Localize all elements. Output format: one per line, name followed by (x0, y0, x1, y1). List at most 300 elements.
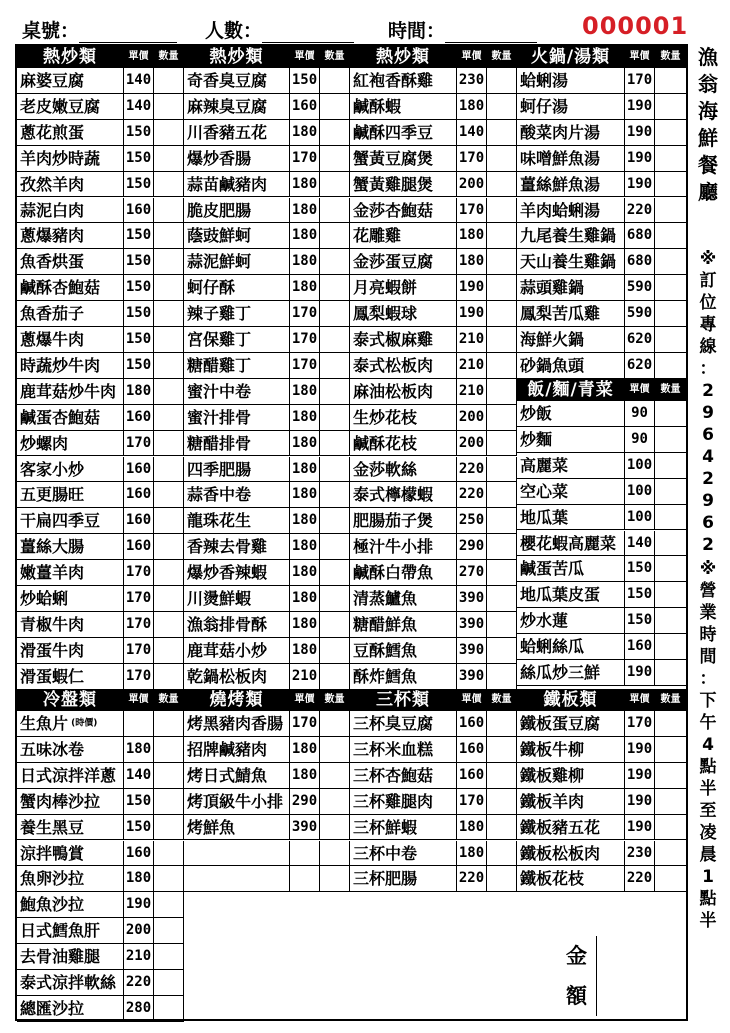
quantity-input[interactable] (320, 249, 350, 275)
menu-item-name: 五味冰卷 (17, 737, 124, 763)
menu-item-name: 奇香臭豆腐 (184, 68, 290, 94)
menu-item-price: 180 (290, 405, 320, 431)
quantity-input[interactable] (655, 737, 686, 763)
menu-item-name: 鹹蛋杏鮑菇 (17, 405, 124, 431)
quantity-input[interactable] (655, 301, 686, 327)
quantity-input[interactable] (487, 405, 517, 431)
menu-item-price: 160 (457, 737, 487, 763)
quantity-input[interactable] (154, 223, 184, 249)
menu-item-price: 170 (124, 664, 154, 690)
quantity-input[interactable] (487, 198, 517, 224)
time-label: 時間： (388, 20, 446, 42)
quantity-input[interactable] (487, 482, 517, 508)
quantity-input[interactable] (487, 612, 517, 638)
quantity-input[interactable] (487, 327, 517, 353)
menu-item-name: 薑絲鮮魚湯 (517, 172, 625, 198)
quantity-input[interactable] (655, 479, 686, 505)
menu-item-price: 180 (290, 120, 320, 146)
menu-item-price: 190 (457, 301, 487, 327)
menu-item-price: 190 (625, 789, 655, 815)
menu-item-name: 絲瓜炒三鮮 (517, 660, 625, 686)
quantity-input[interactable] (487, 275, 517, 301)
quantity-input[interactable] (655, 427, 686, 453)
quantity-input[interactable] (655, 401, 686, 427)
menu-item-price: 680 (625, 249, 655, 275)
quantity-input[interactable] (655, 353, 686, 379)
menu-item-name: 金莎蛋豆腐 (350, 249, 457, 275)
menu-item-name: 蟹黃雞腿煲 (350, 172, 457, 198)
menu-item-name: 蟹肉棒沙拉 (17, 789, 124, 815)
quantity-input[interactable] (487, 586, 517, 612)
menu-item-name: 蜜汁中卷 (184, 379, 290, 405)
menu-item-name: 蜜汁排骨 (184, 405, 290, 431)
menu-item-price: 150 (625, 582, 655, 608)
menu-item-price: 200 (457, 431, 487, 457)
menu-item-price: 180 (457, 841, 487, 867)
quantity-input[interactable] (154, 815, 184, 841)
menu-item-name: 三杯臭豆腐 (350, 711, 457, 737)
section-title: 熱炒類 (184, 46, 290, 68)
menu-item-name: 川燙鮮蝦 (184, 586, 290, 612)
quantity-input[interactable] (154, 996, 184, 1022)
menu-item-name: 炒水蓮 (517, 608, 625, 634)
quantity-input[interactable] (655, 556, 686, 582)
menu-item-price: 270 (457, 560, 487, 586)
quantity-input[interactable] (320, 638, 350, 664)
menu-item-price: 170 (290, 146, 320, 172)
price-header: 單價 (457, 689, 487, 711)
menu-item-price: 180 (124, 866, 154, 892)
menu-item-price: 180 (290, 534, 320, 560)
menu-item-name: 老皮嫩豆腐 (17, 94, 124, 120)
menu-item-price: 180 (124, 737, 154, 763)
quantity-input[interactable] (154, 68, 184, 94)
quantity-input[interactable] (320, 172, 350, 198)
menu-item-price: 160 (124, 508, 154, 534)
menu-item-name: 生魚片 (時價) (17, 711, 124, 737)
quantity-input[interactable] (320, 405, 350, 431)
time-field[interactable] (388, 16, 537, 43)
restaurant-name: 漁 翁 海 鮮 餐 廳 (698, 45, 718, 204)
quantity-input[interactable] (487, 379, 517, 405)
menu-item-price: 160 (124, 841, 154, 867)
quantity-input[interactable] (154, 711, 184, 737)
menu-item-name: 烤日式鯖魚 (184, 763, 290, 789)
menu-item-name: 招牌鹹豬肉 (184, 737, 290, 763)
table-number-field[interactable] (22, 16, 177, 43)
quantity-input[interactable] (154, 866, 184, 892)
quantity-input[interactable] (320, 737, 350, 763)
quantity-input[interactable] (487, 353, 517, 379)
quantity-input[interactable] (655, 660, 686, 686)
menu-item-name: 鮑魚沙拉 (17, 892, 124, 918)
menu-item-price: 190 (625, 737, 655, 763)
menu-item-price: 170 (124, 586, 154, 612)
menu-item-price: 220 (124, 970, 154, 996)
section-title: 熱炒類 (350, 46, 457, 68)
quantity-input[interactable] (154, 508, 184, 534)
menu-item-price: 220 (457, 457, 487, 483)
quantity-input[interactable] (655, 198, 686, 224)
menu-item-name: 鹹酥杏鮑菇 (17, 275, 124, 301)
quantity-input[interactable] (487, 457, 517, 483)
menu-item-price: 170 (124, 560, 154, 586)
menu-item-name: 蟹黃豆腐煲 (350, 146, 457, 172)
quantity-input[interactable] (154, 198, 184, 224)
quantity-input[interactable] (154, 944, 184, 970)
menu-item-name: 肥腸茄子煲 (350, 508, 457, 534)
quantity-input[interactable] (487, 664, 517, 690)
quantity-input[interactable] (487, 711, 517, 737)
quantity-header: 數量 (154, 46, 184, 68)
menu-item-price: 170 (457, 146, 487, 172)
quantity-input[interactable] (154, 405, 184, 431)
menu-item-price: 280 (124, 996, 154, 1022)
menu-item-name: 魚卵沙拉 (17, 866, 124, 892)
price-header: 單價 (290, 46, 320, 68)
menu-item-price: 90 (625, 401, 655, 427)
menu-item-name: 豆酥鱈魚 (350, 638, 457, 664)
menu-item-name: 鐵板蛋豆腐 (517, 711, 625, 737)
quantity-input[interactable] (487, 866, 517, 892)
quantity-input[interactable] (154, 172, 184, 198)
menu-item-price: 200 (457, 405, 487, 431)
menu-item-name: 清蒸鱸魚 (350, 586, 457, 612)
quantity-input[interactable] (320, 482, 350, 508)
quantity-input[interactable] (655, 275, 686, 301)
menu-item-price: 140 (124, 763, 154, 789)
quantity-input[interactable] (154, 737, 184, 763)
quantity-input[interactable] (655, 531, 686, 557)
section-title: 飯/麵/青菜 (517, 379, 625, 401)
price-header: 單價 (625, 379, 655, 401)
quantity-input[interactable] (655, 68, 686, 94)
menu-item-price: 190 (625, 120, 655, 146)
quantity-input[interactable] (655, 249, 686, 275)
people-count-label: 人數： (205, 20, 263, 42)
quantity-input[interactable] (320, 146, 350, 172)
quantity-input[interactable] (154, 301, 184, 327)
menu-item-price: 150 (124, 815, 154, 841)
quantity-input[interactable] (320, 94, 350, 120)
quantity-header: 數量 (655, 379, 686, 401)
menu-item-price: 180 (124, 379, 154, 405)
people-count-line[interactable] (262, 22, 354, 43)
menu-item-price: 180 (290, 482, 320, 508)
menu-item-name: 鹿茸菇炒牛肉 (17, 379, 124, 405)
quantity-input[interactable] (487, 249, 517, 275)
menu-item-name: 炒蛤蜊 (17, 586, 124, 612)
quantity-input[interactable] (154, 970, 184, 996)
quantity-input[interactable] (487, 789, 517, 815)
menu-item-price: 150 (124, 223, 154, 249)
section-title: 鐵板類 (517, 689, 625, 711)
menu-item-name: 辣子雞丁 (184, 301, 290, 327)
quantity-input[interactable] (320, 431, 350, 457)
menu-item-name: 金莎杏鮑菇 (350, 198, 457, 224)
quantity-header: 數量 (655, 46, 686, 68)
menu-grid (15, 44, 688, 1021)
quantity-input[interactable] (154, 789, 184, 815)
section-title: 燒烤類 (184, 689, 290, 711)
market-price-note: (時價) (68, 718, 98, 729)
menu-item-name: 五更腸旺 (17, 482, 124, 508)
menu-item-name: 糖醋雞丁 (184, 353, 290, 379)
quantity-input[interactable] (487, 560, 517, 586)
menu-item-name: 酥炸鱈魚 (350, 664, 457, 690)
menu-item-name: 鐵板羊肉 (517, 789, 625, 815)
quantity-input[interactable] (487, 172, 517, 198)
quantity-input[interactable] (154, 534, 184, 560)
quantity-input[interactable] (487, 94, 517, 120)
quantity-input[interactable] (655, 146, 686, 172)
quantity-input[interactable] (320, 815, 350, 841)
menu-item-name: 日式涼拌洋蔥 (17, 763, 124, 789)
menu-item-name: 宮保雞丁 (184, 327, 290, 353)
quantity-input[interactable] (320, 841, 350, 867)
quantity-input[interactable] (154, 379, 184, 405)
section-title: 冷盤類 (17, 689, 124, 711)
menu-item-name: 四季肥腸 (184, 457, 290, 483)
price-header: 單價 (124, 689, 154, 711)
quantity-input[interactable] (320, 223, 350, 249)
menu-item-price: 150 (124, 275, 154, 301)
quantity-input[interactable] (655, 634, 686, 660)
quantity-input[interactable] (655, 120, 686, 146)
quantity-input[interactable] (655, 815, 686, 841)
quantity-input[interactable] (154, 457, 184, 483)
menu-item-name: 櫻花蝦高麗菜 (517, 531, 625, 557)
menu-item-name: 高麗菜 (517, 453, 625, 479)
quantity-input[interactable] (487, 841, 517, 867)
quantity-input[interactable] (154, 918, 184, 944)
quantity-input[interactable] (154, 327, 184, 353)
menu-item-price: 170 (290, 353, 320, 379)
menu-item-price: 180 (290, 612, 320, 638)
quantity-input[interactable] (487, 508, 517, 534)
menu-item-price: 140 (457, 120, 487, 146)
quantity-input[interactable] (154, 612, 184, 638)
menu-item-price: 150 (124, 146, 154, 172)
quantity-input[interactable] (154, 560, 184, 586)
menu-item-price: 210 (290, 664, 320, 690)
menu-item-name: 蛤蜊絲瓜 (517, 634, 625, 660)
quantity-input[interactable] (154, 249, 184, 275)
quantity-input[interactable] (154, 638, 184, 664)
quantity-input[interactable] (154, 892, 184, 918)
quantity-input[interactable] (487, 120, 517, 146)
menu-item-price: 180 (457, 815, 487, 841)
quantity-input[interactable] (320, 379, 350, 405)
menu-item-price: 620 (625, 327, 655, 353)
quantity-input[interactable] (154, 763, 184, 789)
quantity-input[interactable] (154, 94, 184, 120)
menu-item-price: 170 (124, 431, 154, 457)
menu-item-price: 190 (625, 172, 655, 198)
time-line[interactable] (445, 22, 537, 43)
menu-item-name: 鹹蛋苦瓜 (517, 556, 625, 582)
price-header: 單價 (124, 46, 154, 68)
quantity-input[interactable] (487, 763, 517, 789)
quantity-input[interactable] (154, 275, 184, 301)
menu-item-price: 180 (290, 431, 320, 457)
quantity-input[interactable] (320, 612, 350, 638)
quantity-input[interactable] (154, 431, 184, 457)
quantity-input[interactable] (487, 146, 517, 172)
quantity-input[interactable] (320, 275, 350, 301)
quantity-input[interactable] (154, 586, 184, 612)
menu-item-name: 九尾養生雞鍋 (517, 223, 625, 249)
quantity-input[interactable] (320, 198, 350, 224)
menu-item-price: 170 (290, 327, 320, 353)
menu-item-name: 炒麵 (517, 427, 625, 453)
menu-item-name: 三杯鮮蝦 (350, 815, 457, 841)
people-count-field[interactable] (205, 16, 354, 43)
quantity-input[interactable] (320, 120, 350, 146)
menu-item-name: 孜然羊肉 (17, 172, 124, 198)
menu-item-price: 220 (625, 198, 655, 224)
quantity-input[interactable] (154, 841, 184, 867)
quantity-input[interactable] (487, 301, 517, 327)
menu-item-name: 空心菜 (517, 479, 625, 505)
menu-item-price: 180 (290, 379, 320, 405)
menu-item-name: 麻辣臭豆腐 (184, 94, 290, 120)
quantity-input[interactable] (487, 431, 517, 457)
menu-item-price: 180 (290, 223, 320, 249)
quantity-input[interactable] (320, 763, 350, 789)
menu-item-price: 170 (290, 301, 320, 327)
table-number-line[interactable] (79, 22, 177, 43)
quantity-input[interactable] (487, 815, 517, 841)
quantity-input[interactable] (655, 582, 686, 608)
menu-item-name: 鐵板牛柳 (517, 737, 625, 763)
quantity-input[interactable] (487, 737, 517, 763)
quantity-input[interactable] (154, 353, 184, 379)
menu-item-price: 210 (124, 944, 154, 970)
quantity-input[interactable] (320, 353, 350, 379)
menu-item-price: 190 (625, 763, 655, 789)
menu-item-name: 薑絲大腸 (17, 534, 124, 560)
quantity-input[interactable] (655, 172, 686, 198)
table-number-label: 桌號： (22, 20, 80, 42)
menu-item-price: 390 (457, 586, 487, 612)
quantity-input[interactable] (655, 866, 686, 892)
quantity-header: 數量 (320, 46, 350, 68)
menu-item-price: 100 (625, 453, 655, 479)
menu-item-name: 滑蛋牛肉 (17, 638, 124, 664)
quantity-input[interactable] (655, 327, 686, 353)
menu-item-name: 麻婆豆腐 (17, 68, 124, 94)
menu-item-price: 150 (290, 68, 320, 94)
quantity-input[interactable] (487, 534, 517, 560)
menu-item-name: 蒜頭雞鍋 (517, 275, 625, 301)
quantity-input[interactable] (154, 146, 184, 172)
menu-item-price: 150 (625, 556, 655, 582)
menu-item-price: 150 (124, 327, 154, 353)
quantity-input[interactable] (655, 94, 686, 120)
quantity-input[interactable] (655, 763, 686, 789)
quantity-header: 數量 (320, 689, 350, 711)
quantity-input[interactable] (154, 482, 184, 508)
quantity-input[interactable] (655, 789, 686, 815)
quantity-input[interactable] (487, 638, 517, 664)
order-number: 000001 (582, 12, 689, 40)
menu-item-name: 脆皮肥腸 (184, 198, 290, 224)
quantity-input[interactable] (320, 664, 350, 690)
menu-item-price: 390 (457, 664, 487, 690)
menu-item-name: 蒜泥鮮蚵 (184, 249, 290, 275)
menu-item-price: 180 (290, 508, 320, 534)
quantity-input[interactable] (320, 327, 350, 353)
menu-item-price: 390 (457, 638, 487, 664)
menu-item-name: 蚵仔湯 (517, 94, 625, 120)
menu-item-price: 180 (290, 763, 320, 789)
quantity-input[interactable] (320, 457, 350, 483)
quantity-input[interactable] (320, 586, 350, 612)
total-amount-label: 金 額 (557, 936, 597, 1016)
menu-item-name: 蔥爆牛肉 (17, 327, 124, 353)
quantity-input[interactable] (655, 711, 686, 737)
quantity-input[interactable] (320, 301, 350, 327)
menu-item-price: 170 (290, 711, 320, 737)
empty-cell (290, 841, 320, 867)
section-title: 熱炒類 (17, 46, 124, 68)
menu-item-name: 川香豬五花 (184, 120, 290, 146)
quantity-input[interactable] (320, 68, 350, 94)
menu-item-price: 190 (457, 275, 487, 301)
menu-item-price: 160 (625, 634, 655, 660)
quantity-input[interactable] (154, 664, 184, 690)
quantity-header: 數量 (655, 689, 686, 711)
quantity-input[interactable] (320, 866, 350, 892)
menu-item-name: 泰式涼拌軟絲 (17, 970, 124, 996)
menu-item-price: 190 (625, 660, 655, 686)
menu-item-name: 去骨油雞腿 (17, 944, 124, 970)
quantity-input[interactable] (655, 505, 686, 531)
menu-item-price: 230 (625, 841, 655, 867)
menu-item-price: 90 (625, 427, 655, 453)
menu-item-name: 烤鮮魚 (184, 815, 290, 841)
menu-item-price: 620 (625, 353, 655, 379)
menu-item-name: 滑蛋蝦仁 (17, 664, 124, 690)
quantity-input[interactable] (487, 223, 517, 249)
quantity-input[interactable] (655, 841, 686, 867)
menu-item-name: 三杯雞腿肉 (350, 789, 457, 815)
menu-item-price: 160 (457, 711, 487, 737)
menu-item-name: 烤頂級牛小排 (184, 789, 290, 815)
quantity-input[interactable] (320, 711, 350, 737)
menu-item-name: 紅袍香酥雞 (350, 68, 457, 94)
menu-item-name: 地瓜葉皮蛋 (517, 582, 625, 608)
menu-item-price: 220 (457, 482, 487, 508)
menu-item-price: 590 (625, 275, 655, 301)
quantity-input[interactable] (655, 453, 686, 479)
menu-item-price: 150 (124, 301, 154, 327)
menu-item-price: 140 (124, 68, 154, 94)
quantity-input[interactable] (320, 560, 350, 586)
quantity-input[interactable] (320, 508, 350, 534)
menu-item-name: 鹹酥四季豆 (350, 120, 457, 146)
menu-item-name: 干扁四季豆 (17, 508, 124, 534)
quantity-input[interactable] (655, 223, 686, 249)
quantity-input[interactable] (487, 68, 517, 94)
menu-item-name: 麻油松板肉 (350, 379, 457, 405)
quantity-input[interactable] (655, 608, 686, 634)
quantity-input[interactable] (320, 534, 350, 560)
menu-item-name: 鹹酥花枝 (350, 431, 457, 457)
quantity-input[interactable] (320, 789, 350, 815)
quantity-input[interactable] (154, 120, 184, 146)
